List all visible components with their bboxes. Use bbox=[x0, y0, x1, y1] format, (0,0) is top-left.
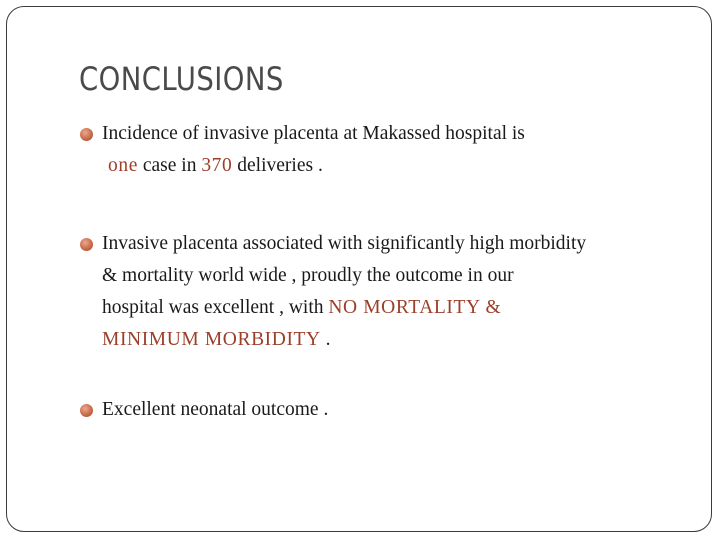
highlight-text: NO MORTALITY & bbox=[328, 297, 502, 318]
plain-text: . bbox=[320, 329, 331, 350]
bullet-line: Excellent neonatal outcome . bbox=[102, 399, 329, 420]
bullet-text bbox=[102, 394, 328, 426]
bullet-item-morbidity bbox=[80, 228, 586, 356]
bullet-line: Invasive placenta associated with significantly high morbidity bbox=[102, 233, 587, 254]
bullet-dot-icon bbox=[80, 128, 93, 141]
bullet-line bbox=[102, 292, 586, 324]
bullet-line bbox=[102, 150, 525, 182]
bullet-text bbox=[102, 228, 586, 356]
slide-title: CONCLUSIONS bbox=[79, 60, 284, 98]
plain-text: case in bbox=[137, 155, 202, 176]
bullet-item-neonatal bbox=[80, 394, 328, 426]
plain-text: hospital was excellent , with bbox=[102, 297, 329, 318]
plain-text: deliveries . bbox=[232, 155, 323, 176]
bullet-line: & mortality world wide , proudly the outcome in our bbox=[102, 265, 514, 286]
highlight-text: one bbox=[108, 155, 138, 176]
bullet-line bbox=[102, 324, 586, 356]
bullet-text bbox=[102, 118, 525, 182]
highlight-text: 370 bbox=[201, 155, 233, 176]
bullet-line: Incidence of invasive placenta at Makassed hospital is bbox=[102, 123, 525, 144]
bullet-item-incidence bbox=[80, 118, 525, 182]
bullet-dot-icon bbox=[80, 238, 93, 251]
highlight-text: MINIMUM MORBIDITY bbox=[102, 329, 321, 350]
bullet-dot-icon bbox=[80, 404, 93, 417]
